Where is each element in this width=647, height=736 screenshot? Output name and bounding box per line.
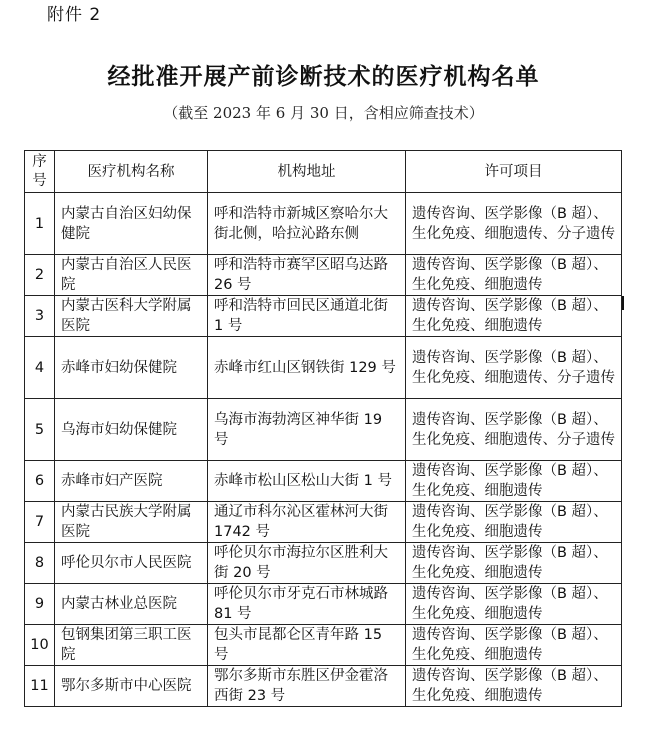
column-header-scope: 许可项目 bbox=[406, 151, 622, 193]
document-title: 经批准开展产前诊断技术的医疗机构名单 bbox=[107, 64, 540, 90]
column-header-number: 序号 bbox=[25, 151, 55, 193]
attachment-label: 附件 2 bbox=[47, 5, 102, 25]
cell-number: 1 bbox=[25, 193, 55, 255]
cell-number: 11 bbox=[25, 666, 55, 707]
cell-address: 包头市昆都仑区青年路 15 号 bbox=[208, 625, 406, 666]
cell-address: 通辽市科尔沁区霍林河大街 1742 号 bbox=[208, 502, 406, 543]
cell-license-scope: 遗传咨询、医学影像（B 超）、生化免疫、细胞遗传 bbox=[406, 625, 622, 666]
cell-institution-name: 包钢集团第三职工医院 bbox=[55, 625, 208, 666]
cell-number: 8 bbox=[25, 543, 55, 584]
cell-number: 6 bbox=[25, 461, 55, 502]
cell-institution-name: 内蒙古林业总医院 bbox=[55, 584, 208, 625]
table-row bbox=[25, 461, 622, 502]
institution-table bbox=[24, 150, 622, 707]
column-header-address: 机构地址 bbox=[208, 151, 406, 193]
cell-institution-name: 赤峰市妇幼保健院 bbox=[55, 337, 208, 399]
cell-license-scope: 遗传咨询、医学影像（B 超）、生化免疫、细胞遗传 bbox=[406, 296, 622, 337]
cell-license-scope: 遗传咨询、医学影像（B 超）、生化免疫、细胞遗传 bbox=[406, 666, 622, 707]
cell-institution-name: 内蒙古民族大学附属医院 bbox=[55, 502, 208, 543]
table-row bbox=[25, 584, 622, 625]
cell-address: 呼和浩特市新城区察哈尔大街北侧，哈拉沁路东侧 bbox=[208, 193, 406, 255]
cell-institution-name: 鄂尔多斯市中心医院 bbox=[55, 666, 208, 707]
cell-address: 赤峰市松山区松山大街 1 号 bbox=[208, 461, 406, 502]
cell-institution-name: 乌海市妇幼保健院 bbox=[55, 399, 208, 461]
cell-license-scope: 遗传咨询、医学影像（B 超）、生化免疫、细胞遗传 bbox=[406, 461, 622, 502]
table-row bbox=[25, 193, 622, 255]
cell-address: 呼伦贝尔市海拉尔区胜利大街 20 号 bbox=[208, 543, 406, 584]
cell-license-scope: 遗传咨询、医学影像（B 超）、生化免疫、细胞遗传、分子遗传 bbox=[406, 193, 622, 255]
cell-institution-name: 内蒙古自治区妇幼保健院 bbox=[55, 193, 208, 255]
column-header-name: 医疗机构名称 bbox=[55, 151, 208, 193]
cell-number: 5 bbox=[25, 399, 55, 461]
document-subtitle: （截至 2023 年 6 月 30 日，含相应筛查技术） bbox=[163, 104, 484, 122]
cell-license-scope: 遗传咨询、医学影像（B 超）、生化免疫、细胞遗传、分子遗传 bbox=[406, 337, 622, 399]
table-row bbox=[25, 399, 622, 461]
cell-address: 呼和浩特市回民区通道北街 1 号 bbox=[208, 296, 406, 337]
cell-address: 乌海市海勃湾区神华街 19 号 bbox=[208, 399, 406, 461]
table-row bbox=[25, 337, 622, 399]
cell-address: 呼伦贝尔市牙克石市林城路 81 号 bbox=[208, 584, 406, 625]
cell-license-scope: 遗传咨询、医学影像（B 超）、生化免疫、细胞遗传 bbox=[406, 584, 622, 625]
table-row bbox=[25, 296, 622, 337]
cell-license-scope: 遗传咨询、医学影像（B 超）、生化免疫、细胞遗传 bbox=[406, 255, 622, 296]
cell-number: 3 bbox=[25, 296, 55, 337]
page-edge-mark bbox=[622, 296, 624, 310]
table-row bbox=[25, 543, 622, 584]
table-header-row bbox=[25, 151, 622, 193]
table-row bbox=[25, 255, 622, 296]
cell-address: 呼和浩特市赛罕区昭乌达路 26 号 bbox=[208, 255, 406, 296]
cell-license-scope: 遗传咨询、医学影像（B 超）、生化免疫、细胞遗传、分子遗传 bbox=[406, 399, 622, 461]
cell-institution-name: 呼伦贝尔市人民医院 bbox=[55, 543, 208, 584]
cell-institution-name: 内蒙古自治区人民医院 bbox=[55, 255, 208, 296]
cell-number: 9 bbox=[25, 584, 55, 625]
cell-address: 鄂尔多斯市东胜区伊金霍洛西街 23 号 bbox=[208, 666, 406, 707]
cell-institution-name: 内蒙古医科大学附属医院 bbox=[55, 296, 208, 337]
cell-license-scope: 遗传咨询、医学影像（B 超）、生化免疫、细胞遗传 bbox=[406, 543, 622, 584]
cell-institution-name: 赤峰市妇产医院 bbox=[55, 461, 208, 502]
table-row bbox=[25, 502, 622, 543]
cell-number: 7 bbox=[25, 502, 55, 543]
table-row bbox=[25, 625, 622, 666]
cell-address: 赤峰市红山区钢铁街 129 号 bbox=[208, 337, 406, 399]
table-body bbox=[25, 193, 622, 707]
cell-number: 10 bbox=[25, 625, 55, 666]
cell-number: 4 bbox=[25, 337, 55, 399]
table-row bbox=[25, 666, 622, 707]
cell-license-scope: 遗传咨询、医学影像（B 超）、生化免疫、细胞遗传 bbox=[406, 502, 622, 543]
cell-number: 2 bbox=[25, 255, 55, 296]
